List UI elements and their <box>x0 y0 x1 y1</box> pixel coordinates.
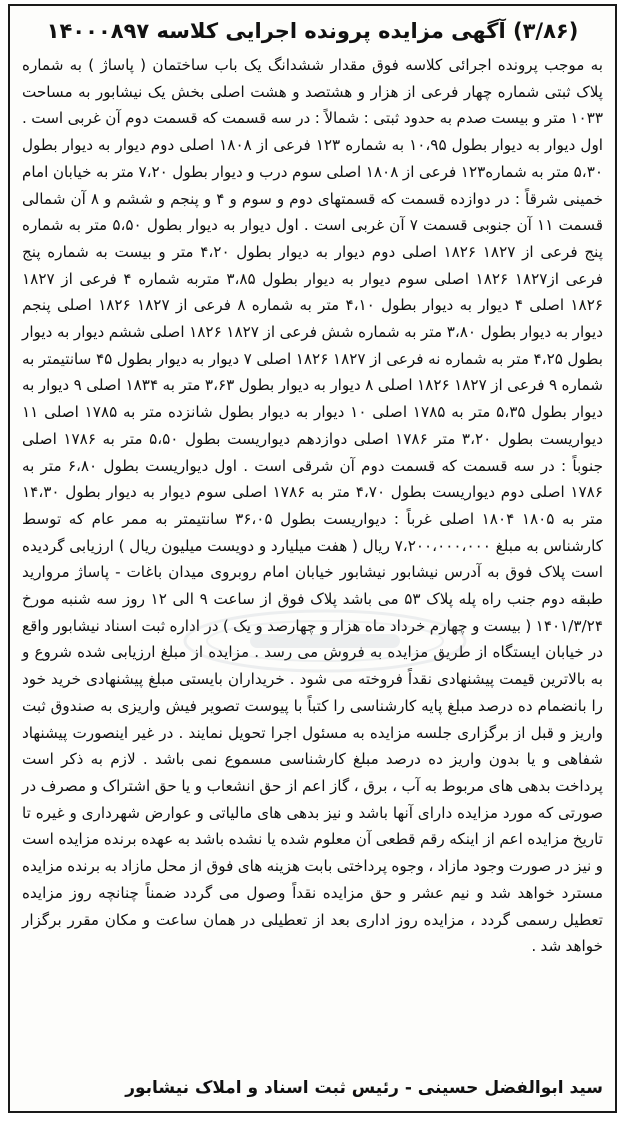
notice-signature: سید ابوالفضل حسینی - رئیس ثبت اسناد و املاک نیشابور <box>125 1078 603 1098</box>
notice-title: (۳/۸۶) آگهی مزایده پرونده اجرایی کلاسه ۱۴۰۰۰۸۹۷ <box>46 19 579 43</box>
notice-body: به موجب پرونده اجرائی کلاسه فوق مقدار ششدانگ یک باب ساختمان ( پاساژ ) به شماره پلاک ثبتی شماره چهار فرعی از هزار و هشتصد و هشت اصلی بخش یک نیشابور به مساحت ۱۰۳۳ متر و بیست صدم به حدود ثبتی : شمالاً : در سه قسمت که قسمت دوم آن غربی است . اول دیوار به دیوار بطول ۱۰،۹۵ به شماره ۱۲۳ فرعی از ۱۸۰۸ اصلی دوم دیوار به دیوار بطول ۵،۳۰ متر به شماره۱۲۳ فرعی از ۱۸۰۸ اصلی سوم درب و دیوار بطول ۷،۲۰ متر به خیابان امام خمینی شرقاً : در دوازده قسمت که قسمتهای دوم و سوم و ۴ و پنجم و ششم و ۸ آن شمالی قسمت ۱۱ آن جنوبی قسمت ۷ آن غربی است . اول دیوار به دیوار بطول ۵،۵۰ متر به شماره پنج فرعی از ۱۸۲۷ ۱۸۲۶ اصلی دوم دیوار به دیوار بطول ۴،۲۰ متر و بیست به شماره پنج فرعی از۱۸۲۷ ۱۸۲۶ اصلی سوم دیوار به دیوار بطول ۳،۸۵ متربه شماره ۴ فرعی از ۱۸۲۷ ۱۸۲۶ اصلی ۴ دیوار به دیوار بطول ۴،۱۰ متر به شماره ۸ فرعی از ۱۸۲۷ ۱۸۲۶ اصلی پنجم دیوار به دیوار بطول ۳،۸۰ متر به شماره شش فرعی از ۱۸۲۷ ۱۸۲۶ اصلی ششم دیوار به دیوار بطول ۴،۲۵ متر به شماره نه فرعی از ۱۸۲۷ ۱۸۲۶ اصلی ۷ دیوار به دیوار بطول ۴۵ سانتیمتر به شماره ۹ فرعی از ۱۸۲۷ ۱۸۲۶ اصلی ۸ دیوار به دیوار بطول ۳،۶۳ متر به ۱۸۳۴ اصلی ۹ دیوار به دیوار بطول ۵،۳۵ متر به ۱۷۸۵ اصلی ۱۰ دیوار به دیوار بطول شانزده متر به ۱۷۸۵ اصلی ۱۱ دیواریست بطول ۳،۲۰ متر ۱۷۸۶ اصلی دوازدهم دیواریست بطول ۵،۵۰ متر به ۱۷۸۶ اصلی جنوباً : در سه قسمت که قسمت دوم آن شرقی است . اول دیواریست بطول ۶،۸۰ متر به ۱۷۸۶ اصلی دوم دیواریست بطول ۴،۷۰ متر به ۱۷۸۶ اصلی سوم دیوار به دیوار بطول ۱۴،۳۰ متر به ۱۸۰۵ ۱۸۰۴ اصلی غرباً : دیواریست بطول ۳۶،۰۵ سانتیمتر به ممر عام که توسط کارشناس به مبلغ ۷،۲۰۰،۰۰۰،۰۰۰ ریال ( هفت میلیارد و دویست میلیون ریال ) ارزیابی گردیده است پلاک فوق به آدرس نیشابور نیشابور خیابان امام روبروی میدان باغات - پاساژ مروارید طبقه دوم جنب راه پله پلاک ۵۳ می باشد پلاک فوق از ساعت ۹ الی ۱۲ روز سه شنبه مورخ ۱۴۰۱/۳/۲۴ ( بیست و چهارم خرداد ماه هزار و چهارصد و یک ) در اداره ثبت اسناد نیشابور واقع در خیابان ایستگاه از طریق مزایده به فروش می رسد . مزایده از مبلغ ارزیابی شده شروع و به بالاترین قیمت پیشنهادی نقداً فروخته می شود . خریداران بایستی مبلغ پیشنهادی خرید خود را بانضمام ده درصد مبلغ پایه کارشناسی را کتباً با پیوست تصویر فیش واریزی به صندوق ثبت واریز و قبل از برگزاری جلسه مزایده به مسئول اجرا تحویل نمایند . در غیر اینصورت پیشنهاد شفاهی و یا بدون واریز ده درصد مبلغ کارشناسی مسموع نمی باشد . لازم به ذکر است پرداخت بدهی های مربوط به آب ، برق ، گاز اعم از حق انشعاب و یا حق اشتراک و مصرف در صورتی که مورد مزایده دارای آنها باشد و نیز بدهی های مالیاتی و عوارض شهرداری و غیره تا تاریخ مزایده اعم از اینکه رقم قطعی آن معلوم شده یا نشده باشد به عهده برنده مزایده است و نیز در صورت وجود مازاد ، وجوه پرداختی بابت هزینه های فوق از محل مازاد به برنده مزایده مسترد خواهد شد و نیم عشر و حق مزایده نقداً وصول می گردد ضمناً چنانچه روز مزایده تعطیل رسمی گردد ، مزایده روز اداری بعد از تعطیلی در همان ساعت و مکان مقرر برگزار خواهد شد . <box>22 56 604 956</box>
auction-notice <box>8 4 617 1113</box>
